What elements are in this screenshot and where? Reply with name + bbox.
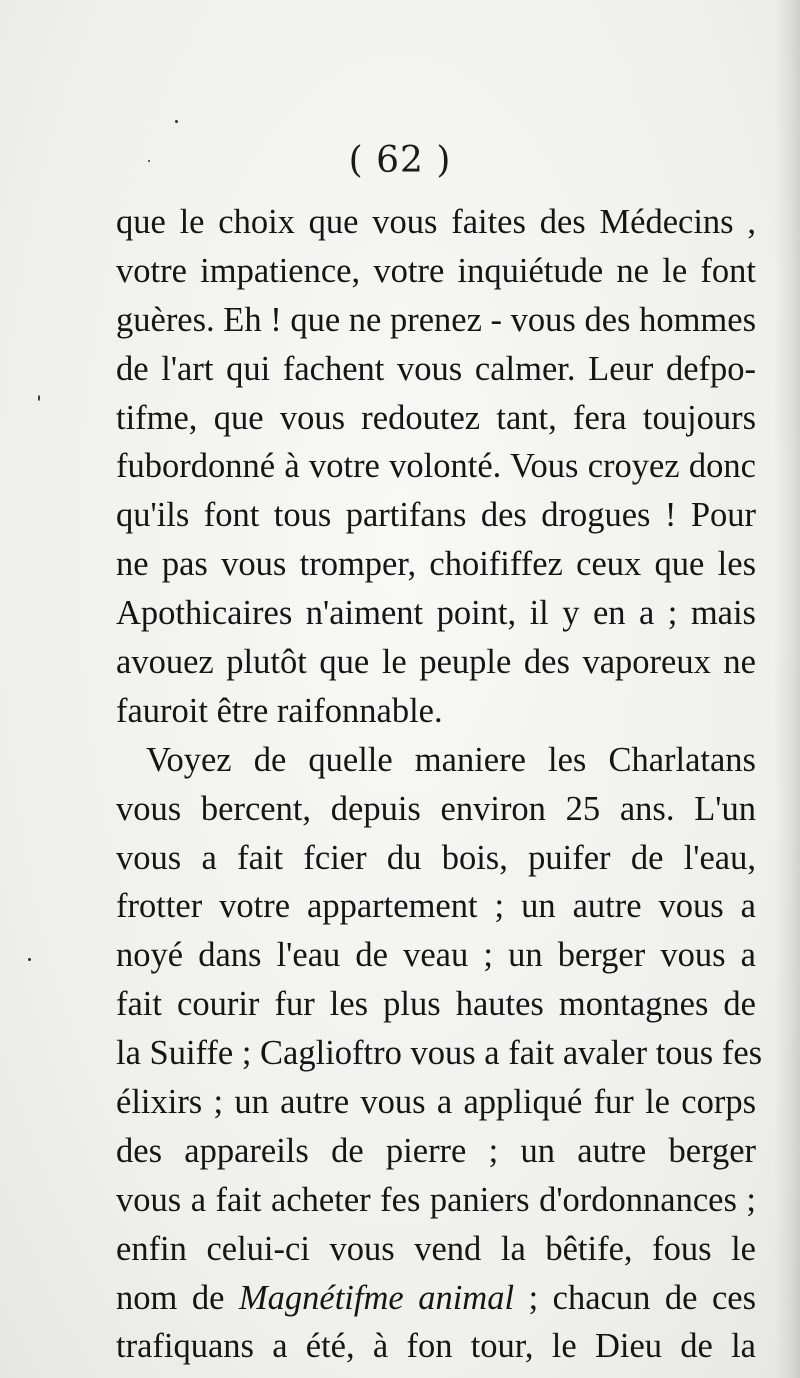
text-line: noyé dans l'eau de veau ; un berger vous a — [116, 936, 756, 975]
page-text — [116, 198, 763, 1371]
text-line: que le choix que vous faites des Médecins , — [116, 203, 756, 241]
italic-term: Magnétifme animal — [238, 1278, 515, 1317]
ink-speck — [28, 958, 31, 961]
text-line: enfin celui-ci vous vend la bêtife, fous le — [116, 1229, 756, 1268]
text-line: fubordonné à votre volonté. Vous croyez donc — [116, 447, 756, 486]
text-line: guères. Eh ! que ne prenez - vous des hommes — [116, 300, 756, 339]
text-line: avouez plutôt que le peuple des vaporeux ne — [116, 643, 756, 682]
text-line: de l'art qui fachent vous calmer. Leur defpo- — [116, 349, 756, 388]
text-line: Apothicaires n'aiment point, il y en a ; mais — [116, 594, 756, 633]
page-edge-shadow — [774, 0, 800, 1378]
text-line: fait courir fur les plus hautes montagnes de — [116, 985, 756, 1024]
text-line: votre impatience, votre inquiétude ne le font — [116, 251, 756, 290]
text-line: frotter votre appartement ; un autre vous a — [116, 887, 756, 926]
ink-speck — [38, 395, 40, 401]
text-line: tifme, que vous redoutez tant, fera toujours — [116, 398, 756, 437]
text-line: vous a fait acheter fes paniers d'ordonnances ; — [116, 1180, 756, 1219]
text-line: vous a fait fcier du bois, puifer de l'eau, — [116, 838, 756, 877]
text-line: élixirs ; un autre vous a appliqué fur le corps — [116, 1083, 756, 1122]
text-line: trafiquans a été, à fon tour, le Dieu de la — [116, 1327, 756, 1366]
text-line: des appareils de pierre ; un autre berger — [116, 1131, 756, 1170]
text-segment: nom de — [116, 1278, 239, 1317]
text-line: vous bercent, depuis environ 25 ans. L'un — [116, 789, 756, 828]
text-line-with-italic — [116, 1274, 756, 1323]
text-line-last: fauroit être raifonnable. — [116, 691, 443, 730]
text-line-paragraph-start: Voyez de quelle maniere les Charlatans — [146, 740, 756, 779]
text-line: ne pas vous tromper, choififfez ceux que les — [116, 545, 756, 584]
ink-speck — [148, 160, 150, 162]
text-segment: ; chacun de ces — [514, 1278, 756, 1317]
ink-speck — [175, 120, 178, 123]
text-line: qu'ils font tous partifans des drogues ! Pour — [116, 496, 756, 535]
text-line: la Suiffe ; Caglioftro vous a fait avaler tous fes — [116, 1034, 763, 1073]
page-number: ( 62 ) — [348, 140, 452, 181]
